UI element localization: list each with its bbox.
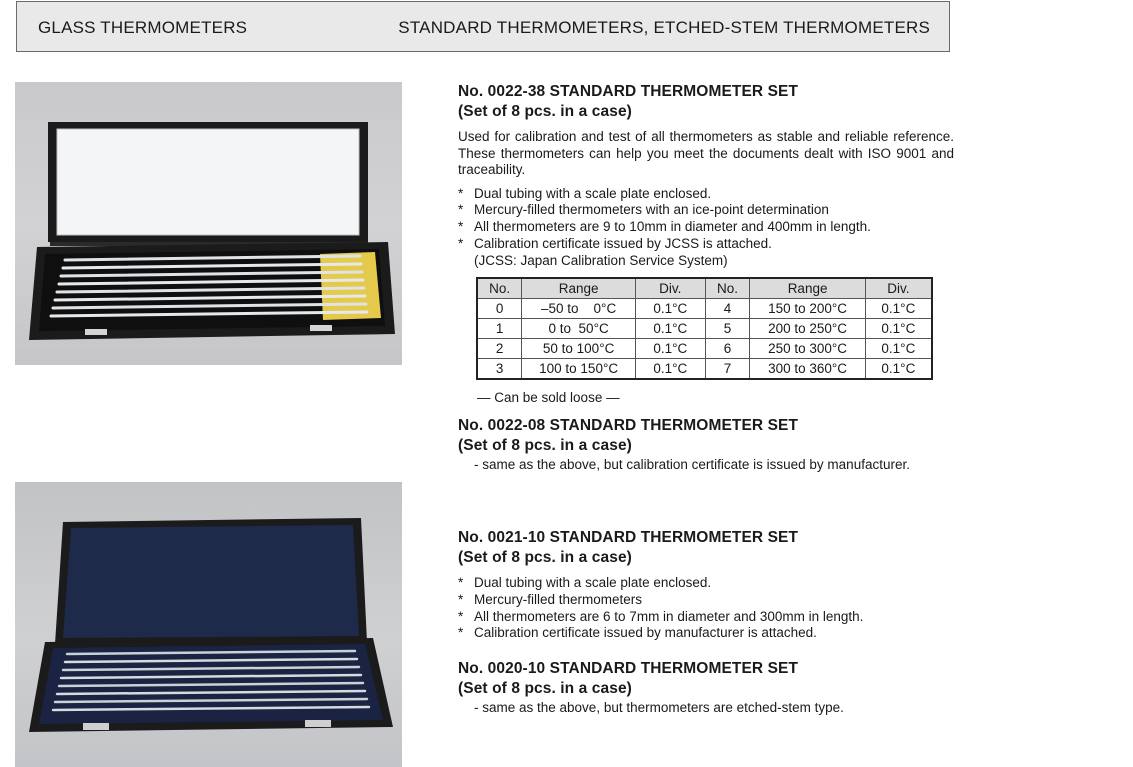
thermometer-case-navy-image bbox=[15, 482, 402, 767]
column-header: No. bbox=[477, 278, 522, 299]
bullet-marker: * bbox=[458, 219, 464, 235]
product-subtitle: (Set of 8 pcs. in a case) bbox=[458, 549, 632, 566]
table-row bbox=[477, 319, 932, 339]
column-header: No. bbox=[705, 278, 750, 299]
jcss-note: (JCSS: Japan Calibration Service System) bbox=[474, 252, 728, 268]
table-cell: 0 to 50°C bbox=[522, 319, 636, 339]
column-header: Div. bbox=[865, 278, 932, 299]
column-header: Range bbox=[522, 278, 636, 299]
table-cell: 6 bbox=[705, 339, 750, 359]
product-subtitle: (Set of 8 pcs. in a case) bbox=[458, 680, 632, 697]
table-cell: 100 to 150°C bbox=[522, 359, 636, 380]
product-0022-08 bbox=[458, 416, 954, 473]
column-header: Range bbox=[750, 278, 865, 299]
list-item: * Dual tubing with a scale plate enclosed. bbox=[458, 185, 712, 201]
list-item: * Calibration certificate issued by manufacturer is attached. bbox=[458, 625, 817, 641]
product-0021-10 bbox=[458, 528, 954, 642]
table-cell: 7 bbox=[705, 359, 750, 380]
product-subtitle: (Set of 8 pcs. in a case) bbox=[458, 437, 632, 454]
list-item: * All thermometers are 9 to 10mm in diameter and 400mm in length. bbox=[458, 219, 871, 235]
table-cell: 0.1°C bbox=[865, 299, 932, 319]
table-cell: 300 to 360°C bbox=[750, 359, 865, 380]
range-table bbox=[476, 277, 933, 380]
table-cell: 4 bbox=[705, 299, 750, 319]
product-description: Used for calibration and test of all thermometers as stable and reliable reference. These thermometers can help you meet the documents dealt with ISO 9001 and traceability. bbox=[458, 129, 954, 177]
table-cell: 0.1°C bbox=[865, 359, 932, 380]
table-cell: 200 to 250°C bbox=[750, 319, 865, 339]
product-title: No. 0022-38 STANDARD THERMOMETER SET bbox=[458, 83, 799, 100]
table-cell: 150 to 200°C bbox=[750, 299, 865, 319]
header-category: GLASS THERMOMETERS bbox=[38, 18, 248, 37]
product-title: No. 0021-10 STANDARD THERMOMETER SET bbox=[458, 529, 799, 546]
header-subcategory: STANDARD THERMOMETERS, ETCHED-STEM THERMOMETERS bbox=[398, 18, 930, 37]
bullet-marker: * bbox=[458, 575, 464, 590]
product-note: - same as the above, but thermometers are etched-stem type. bbox=[474, 700, 844, 715]
section-header bbox=[16, 1, 950, 52]
bullet-marker: * bbox=[458, 625, 464, 641]
bullet-marker: * bbox=[458, 202, 464, 218]
list-item: * Mercury-filled thermometers bbox=[458, 591, 643, 607]
sold-loose-note: — Can be sold loose — bbox=[477, 390, 620, 405]
bullet-marker: * bbox=[458, 591, 464, 607]
product-note: - same as the above, but calibration certificate is issued by manufacturer. bbox=[474, 457, 910, 472]
table-header-row bbox=[477, 278, 932, 299]
table-cell: 50 to 100°C bbox=[522, 339, 636, 359]
product-photo-0022-38 bbox=[15, 82, 402, 365]
list-item: * Calibration certificate issued by JCSS is attached. bbox=[458, 235, 772, 251]
table-cell: 1 bbox=[477, 319, 522, 339]
column-header: Div. bbox=[635, 278, 705, 299]
table-cell: 0.1°C bbox=[865, 319, 932, 339]
bullet-marker: * bbox=[458, 235, 464, 251]
table-cell: 0.1°C bbox=[635, 319, 705, 339]
table-cell: 0.1°C bbox=[635, 359, 705, 380]
feature-list bbox=[458, 575, 954, 642]
table-row bbox=[477, 299, 932, 319]
list-item: * Dual tubing with a scale plate enclosed. bbox=[458, 575, 712, 590]
thermometer-case-white-lid-image bbox=[15, 82, 402, 365]
table-cell: 3 bbox=[477, 359, 522, 380]
list-item: * All thermometers are 6 to 7mm in diameter and 300mm in length. bbox=[458, 608, 864, 624]
table-cell: 2 bbox=[477, 339, 522, 359]
product-subtitle: (Set of 8 pcs. in a case) bbox=[458, 103, 632, 120]
list-item: * Mercury-filled thermometers with an ice-point determination bbox=[458, 202, 829, 218]
product-0022-38 bbox=[458, 82, 954, 269]
table-cell: 0 bbox=[477, 299, 522, 319]
table-row bbox=[477, 339, 932, 359]
table-cell: 0.1°C bbox=[635, 339, 705, 359]
product-0020-10 bbox=[458, 659, 954, 716]
table-cell: 5 bbox=[705, 319, 750, 339]
table-row bbox=[477, 359, 932, 380]
table-cell: 250 to 300°C bbox=[750, 339, 865, 359]
bullet-marker: * bbox=[458, 185, 464, 201]
product-title: No. 0022-08 STANDARD THERMOMETER SET bbox=[458, 417, 799, 434]
table-cell: 0.1°C bbox=[865, 339, 932, 359]
product-title: No. 0020-10 STANDARD THERMOMETER SET bbox=[458, 660, 799, 677]
product-photo-0021-10 bbox=[15, 482, 402, 767]
table-cell: 0.1°C bbox=[635, 299, 705, 319]
bullet-marker: * bbox=[458, 608, 464, 624]
feature-list bbox=[458, 186, 954, 253]
table-cell: –50 to 0°C bbox=[522, 299, 636, 319]
